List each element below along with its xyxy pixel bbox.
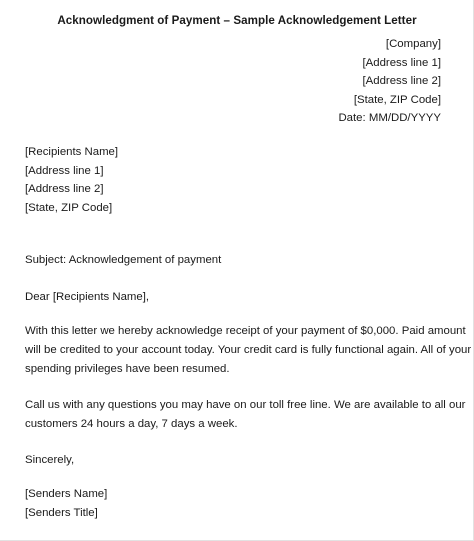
sender-address-line-2: [Address line 2] — [362, 75, 441, 87]
paragraph-line: Call us with any questions you may have on our toll free line. We are available to all our — [25, 399, 466, 411]
body-paragraph-2 — [25, 396, 466, 434]
letter-sign-off: Sincerely, — [25, 454, 75, 466]
letter-salutation: Dear [Recipients Name], — [25, 291, 150, 303]
sender-title: [Senders Title] — [25, 506, 98, 519]
letter-date: Date: MM/DD/YYYY — [338, 112, 441, 124]
paragraph-line: spending privileges have been resumed. — [25, 363, 230, 375]
sender-address-line-1: [Address line 1] — [362, 56, 441, 69]
signature-block — [25, 485, 107, 522]
body-paragraph-1 — [25, 322, 472, 379]
sender-company: [Company] — [385, 38, 441, 50]
recipient-address-block — [25, 143, 118, 217]
paragraph-line: customers 24 hours a day, 7 days a week. — [25, 418, 238, 430]
recipient-address-line-2: [Address line 2] — [25, 183, 104, 195]
recipient-name: [Recipients Name] — [25, 146, 119, 158]
letter-subject: Subject: Acknowledgement of payment — [25, 254, 222, 266]
sender-address-block — [338, 35, 441, 128]
sender-name: [Senders Name] — [25, 488, 108, 500]
paragraph-line: With this letter we hereby acknowledge receipt of your payment of $0,000. Paid amount — [25, 325, 466, 337]
letter-title: Acknowledgment of Payment – Sample Acknowledgement Letter — [57, 14, 417, 27]
paragraph-line: will be credited to your account today. Your credit card is fully functional again. All of your — [25, 344, 472, 356]
sender-state-zip: [State, ZIP Code] — [353, 93, 441, 106]
recipient-state-zip: [State, ZIP Code] — [25, 201, 113, 214]
recipient-address-line-1: [Address line 1] — [25, 164, 104, 177]
